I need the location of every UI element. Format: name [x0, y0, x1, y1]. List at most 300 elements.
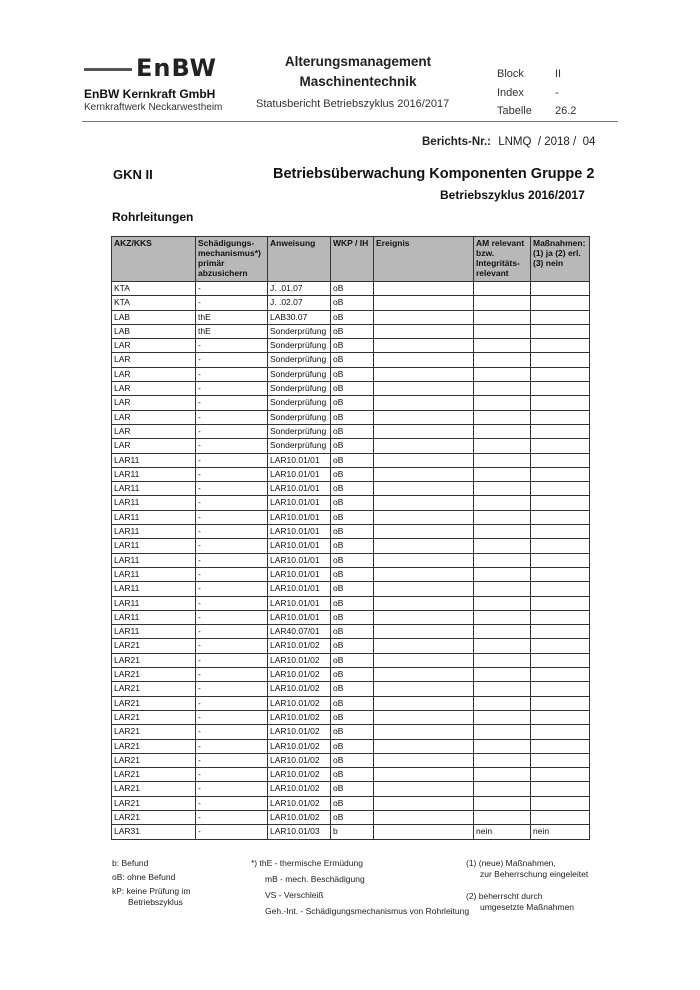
legend-line: mB - mech. Beschädigung	[265, 874, 365, 884]
status-report-label: Statusbericht Betriebszyklus 2016/2017	[256, 98, 450, 110]
table-cell: LAR	[112, 424, 196, 438]
table-cell: thE	[196, 324, 268, 338]
table-row	[112, 353, 590, 367]
table-row	[112, 324, 590, 338]
table-cell: -	[196, 410, 268, 424]
legend-line: kP: keine Prüfung im	[112, 886, 191, 896]
table-cell	[374, 753, 474, 767]
table-cell	[374, 682, 474, 696]
table-cell	[374, 324, 474, 338]
legend-mechanisms	[251, 858, 469, 917]
table-cell: LAR11	[112, 453, 196, 467]
table-cell	[531, 510, 590, 524]
table-row	[112, 610, 590, 624]
table-cell: LAR10.01/02	[268, 768, 331, 782]
table-cell: LAR10.01/02	[268, 739, 331, 753]
unit-title: GKN II	[113, 167, 153, 182]
meta-table-key: Tabelle	[497, 105, 532, 117]
table-row	[112, 653, 590, 667]
table-row	[112, 467, 590, 481]
table-cell: oB	[331, 282, 374, 296]
report-number-label: Berichts-Nr.:	[422, 136, 492, 148]
table-cell: b	[331, 825, 374, 839]
table-cell: -	[196, 682, 268, 696]
table-cell	[474, 496, 531, 510]
table-cell: -	[196, 825, 268, 839]
header-divider	[82, 121, 618, 122]
meta-index-value: -	[555, 87, 559, 99]
section-title: Rohrleitungen	[112, 210, 194, 224]
table-cell: LAR21	[112, 753, 196, 767]
legend-line: umgesetzte Maßnahmen	[480, 902, 575, 912]
table-cell: -	[196, 453, 268, 467]
table-row	[112, 768, 590, 782]
table-cell: -	[196, 710, 268, 724]
table-cell	[531, 467, 590, 481]
table-row	[112, 539, 590, 553]
table-cell	[374, 796, 474, 810]
table-cell: LAR11	[112, 625, 196, 639]
table-cell	[531, 367, 590, 381]
table-cell	[374, 696, 474, 710]
table-cell	[474, 424, 531, 438]
table-cell: oB	[331, 553, 374, 567]
table-cell: oB	[331, 710, 374, 724]
table-row	[112, 339, 590, 353]
table-cell: oB	[331, 739, 374, 753]
table-row	[112, 696, 590, 710]
table-cell: oB	[331, 539, 374, 553]
table-cell: LAR	[112, 339, 196, 353]
table-cell	[531, 496, 590, 510]
table-cell: Sonderprüfung	[268, 353, 331, 367]
table-cell: oB	[331, 496, 374, 510]
table-cell: -	[196, 382, 268, 396]
table-cell: KTA	[112, 296, 196, 310]
table-cell	[531, 410, 590, 424]
table-row	[112, 482, 590, 496]
table-cell: oB	[331, 310, 374, 324]
table-cell	[531, 339, 590, 353]
table-cell: LAB	[112, 324, 196, 338]
table-cell	[531, 710, 590, 724]
table-row	[112, 382, 590, 396]
table-cell: LAR21	[112, 739, 196, 753]
table-cell	[374, 510, 474, 524]
table-row	[112, 625, 590, 639]
table-cell: -	[196, 467, 268, 481]
table-cell	[531, 324, 590, 338]
table-cell	[374, 810, 474, 824]
table-cell: oB	[331, 796, 374, 810]
table-cell: nein	[531, 825, 590, 839]
table-cell	[374, 668, 474, 682]
table-cell: LAR40.07/01	[268, 625, 331, 639]
table-cell	[531, 453, 590, 467]
column-header: Maßnahmen: (1) ja (2) erl. (3) nein	[531, 237, 590, 282]
table-cell: LAR11	[112, 496, 196, 510]
table-cell: LAR10.01/01	[268, 525, 331, 539]
table-cell: LAR10.01/01	[268, 453, 331, 467]
table-cell	[374, 482, 474, 496]
meta-block-value: II	[555, 68, 562, 80]
table-cell: oB	[331, 367, 374, 381]
table-cell	[531, 539, 590, 553]
table-cell	[531, 310, 590, 324]
inspection-table	[111, 236, 590, 840]
table-cell	[474, 596, 531, 610]
table-cell	[474, 410, 531, 424]
table-row	[112, 725, 590, 739]
table-row	[112, 310, 590, 324]
table-cell: oB	[331, 696, 374, 710]
table-cell: LAR10.01/02	[268, 710, 331, 724]
table-cell	[474, 696, 531, 710]
table-cell	[374, 282, 474, 296]
table-row	[112, 739, 590, 753]
column-header: WKP / IH	[331, 237, 374, 282]
table-cell: oB	[331, 382, 374, 396]
table-cell	[531, 782, 590, 796]
table-cell	[474, 725, 531, 739]
table-cell: oB	[331, 296, 374, 310]
table-cell: -	[196, 725, 268, 739]
table-cell: Sonderprüfung	[268, 396, 331, 410]
table-cell	[374, 553, 474, 567]
table-row	[112, 782, 590, 796]
page-title: Betriebsüberwachung Komponenten Gruppe 2	[273, 166, 595, 182]
table-row	[112, 796, 590, 810]
table-row	[112, 682, 590, 696]
table-cell: -	[196, 639, 268, 653]
table-cell	[474, 639, 531, 653]
table-cell	[474, 396, 531, 410]
table-cell: LAR10.01/02	[268, 782, 331, 796]
table-cell	[531, 610, 590, 624]
table-cell: Sonderprüfung	[268, 424, 331, 438]
table-row	[112, 753, 590, 767]
table-cell	[531, 353, 590, 367]
table-cell: -	[196, 296, 268, 310]
table-cell	[531, 753, 590, 767]
table-cell: oB	[331, 525, 374, 539]
table-cell: KTA	[112, 282, 196, 296]
table-cell: LAR10.01/01	[268, 596, 331, 610]
document-title-line1: Alterungsmanagement	[284, 54, 432, 69]
table-row	[112, 367, 590, 381]
legend-line: b: Befund	[112, 858, 149, 868]
table-cell	[531, 653, 590, 667]
table-cell: -	[196, 510, 268, 524]
table-cell: -	[196, 768, 268, 782]
table-cell	[374, 653, 474, 667]
meta-index-key: Index	[497, 87, 524, 99]
table-row	[112, 282, 590, 296]
table-cell: J. .01.07	[268, 282, 331, 296]
table-cell: -	[196, 353, 268, 367]
table-cell	[474, 625, 531, 639]
table-cell: -	[196, 282, 268, 296]
table-cell: LAR10.01/01	[268, 482, 331, 496]
table-cell	[531, 396, 590, 410]
table-cell: LAR10.01/01	[268, 553, 331, 567]
table-cell	[374, 739, 474, 753]
table-cell: LAR21	[112, 639, 196, 653]
legend-line: oB: ohne Befund	[112, 872, 176, 882]
table-header-row	[112, 237, 590, 282]
table-cell: LAR21	[112, 710, 196, 724]
table-cell	[374, 825, 474, 839]
document-title	[246, 52, 470, 92]
legend-line: (2) beherrscht durch	[466, 891, 543, 901]
table-cell	[374, 539, 474, 553]
table-cell	[474, 324, 531, 338]
table-cell: oB	[331, 596, 374, 610]
table-cell: LAR21	[112, 810, 196, 824]
table-cell: LAR11	[112, 553, 196, 567]
table-cell: LAR	[112, 367, 196, 381]
table-row	[112, 582, 590, 596]
document-title-line2: Maschinentechnik	[299, 74, 417, 89]
table-cell: LAR10.01/02	[268, 696, 331, 710]
table-cell: -	[196, 810, 268, 824]
table-cell	[474, 367, 531, 381]
table-cell	[374, 567, 474, 581]
table-cell	[531, 810, 590, 824]
table-cell	[374, 625, 474, 639]
table-cell	[374, 496, 474, 510]
table-cell: LAR10.01/01	[268, 510, 331, 524]
table-cell	[531, 668, 590, 682]
table-cell	[374, 382, 474, 396]
table-cell	[374, 353, 474, 367]
table-cell: oB	[331, 753, 374, 767]
table-cell	[474, 553, 531, 567]
table-cell	[474, 539, 531, 553]
table-cell	[531, 439, 590, 453]
table-cell: LAR10.01/03	[268, 825, 331, 839]
table-cell: oB	[331, 439, 374, 453]
legend-line: Betriebszyklus	[128, 897, 183, 907]
column-header: Schädigungs-mechanismus*) primär abzusichern	[196, 237, 268, 282]
table-row	[112, 424, 590, 438]
table-cell	[531, 596, 590, 610]
table-cell	[374, 582, 474, 596]
table-cell	[474, 710, 531, 724]
table-cell: -	[196, 424, 268, 438]
table-cell	[374, 410, 474, 424]
table-row	[112, 439, 590, 453]
table-cell	[474, 796, 531, 810]
table-cell	[474, 567, 531, 581]
table-cell: -	[196, 668, 268, 682]
table-cell	[474, 739, 531, 753]
table-cell: LAR21	[112, 682, 196, 696]
table-cell: -	[196, 596, 268, 610]
table-cell: -	[196, 496, 268, 510]
table-cell: oB	[331, 396, 374, 410]
table-cell	[531, 553, 590, 567]
table-cell: -	[196, 582, 268, 596]
page-subtitle: Betriebszyklus 2016/2017	[440, 188, 585, 202]
table-cell: -	[196, 625, 268, 639]
table-cell: oB	[331, 653, 374, 667]
legend-line: VS - Verschleiß	[265, 890, 324, 900]
table-cell: LAR21	[112, 768, 196, 782]
table-cell	[374, 310, 474, 324]
table-cell	[474, 582, 531, 596]
legend-line: zur Beherrschung eingeleitet	[480, 869, 589, 879]
table-cell	[374, 596, 474, 610]
table-cell: LAR21	[112, 725, 196, 739]
column-header: AM relevant bzw. Integritäts-relevant	[474, 237, 531, 282]
table-cell: LAR10.01/01	[268, 467, 331, 481]
company-name: EnBW Kernkraft GmbH	[84, 87, 216, 101]
table-row	[112, 510, 590, 524]
table-cell: -	[196, 482, 268, 496]
table-cell	[531, 639, 590, 653]
table-cell: -	[196, 653, 268, 667]
table-cell: LAR10.01/01	[268, 496, 331, 510]
table-cell: LAR11	[112, 567, 196, 581]
table-cell: -	[196, 796, 268, 810]
table-cell	[531, 768, 590, 782]
table-cell: oB	[331, 782, 374, 796]
legend-line: *) thE - thermische Ermüdung	[251, 858, 363, 868]
table-cell: -	[196, 396, 268, 410]
table-cell	[531, 282, 590, 296]
table-cell: LAR11	[112, 596, 196, 610]
table-cell	[374, 610, 474, 624]
table-cell: Sonderprüfung	[268, 367, 331, 381]
table-cell: oB	[331, 625, 374, 639]
table-cell: LAR10.01/02	[268, 810, 331, 824]
table-cell	[474, 353, 531, 367]
table-cell: LAR	[112, 439, 196, 453]
table-cell: Sonderprüfung	[268, 410, 331, 424]
table-cell	[474, 768, 531, 782]
table-cell: -	[196, 782, 268, 796]
table-cell: LAR10.01/01	[268, 582, 331, 596]
table-cell: LAR10.01/02	[268, 753, 331, 767]
table-cell	[474, 510, 531, 524]
table-row	[112, 496, 590, 510]
table-cell	[474, 453, 531, 467]
table-cell: LAR11	[112, 482, 196, 496]
table-cell: LAR10.01/01	[268, 567, 331, 581]
table-cell: LAR31	[112, 825, 196, 839]
table-cell	[374, 725, 474, 739]
table-cell: oB	[331, 610, 374, 624]
table-row	[112, 639, 590, 653]
table-cell	[474, 810, 531, 824]
table-cell	[531, 696, 590, 710]
table-cell	[474, 382, 531, 396]
table-row	[112, 710, 590, 724]
table-row	[112, 810, 590, 824]
table-cell	[474, 439, 531, 453]
table-cell	[374, 467, 474, 481]
table-cell: LAB30.07	[268, 310, 331, 324]
table-cell	[474, 296, 531, 310]
table-cell: oB	[331, 725, 374, 739]
table-cell	[374, 339, 474, 353]
table-row	[112, 668, 590, 682]
table-cell: oB	[331, 510, 374, 524]
table-cell: LAR	[112, 353, 196, 367]
table-cell: -	[196, 610, 268, 624]
table-cell	[531, 796, 590, 810]
table-cell: oB	[331, 453, 374, 467]
table-cell	[474, 782, 531, 796]
table-cell	[474, 467, 531, 481]
table-cell: LAR10.01/02	[268, 796, 331, 810]
table-cell: LAR11	[112, 510, 196, 524]
table-cell: oB	[331, 682, 374, 696]
table-cell: LAR10.01/02	[268, 725, 331, 739]
table-cell: Sonderprüfung	[268, 324, 331, 338]
table-cell: LAR10.01/01	[268, 610, 331, 624]
table-cell	[474, 753, 531, 767]
table-cell: oB	[331, 410, 374, 424]
table-body	[112, 282, 590, 840]
table-cell	[374, 439, 474, 453]
legend-findings	[112, 858, 190, 908]
report-number	[422, 136, 595, 148]
table-cell: LAR11	[112, 525, 196, 539]
table-cell: -	[196, 753, 268, 767]
table-cell: -	[196, 739, 268, 753]
table-cell	[374, 782, 474, 796]
table-cell	[474, 668, 531, 682]
table-cell	[374, 525, 474, 539]
table-cell: oB	[331, 768, 374, 782]
table-cell	[474, 682, 531, 696]
table-cell: -	[196, 339, 268, 353]
table-cell: LAR10.01/02	[268, 682, 331, 696]
table-cell	[531, 296, 590, 310]
table-row	[112, 567, 590, 581]
table-cell: LAR11	[112, 467, 196, 481]
table-cell: thE	[196, 310, 268, 324]
table-cell	[474, 653, 531, 667]
plant-name: Kernkraftwerk Neckarwestheim	[84, 102, 223, 113]
table-cell: oB	[331, 482, 374, 496]
table-cell: LAR10.01/02	[268, 653, 331, 667]
table-cell	[531, 682, 590, 696]
table-cell: oB	[331, 339, 374, 353]
table-cell: oB	[331, 582, 374, 596]
table-cell	[374, 367, 474, 381]
table-cell: J. .02.07	[268, 296, 331, 310]
table-cell	[374, 296, 474, 310]
table-cell: LAR10.01/01	[268, 539, 331, 553]
table-cell: oB	[331, 567, 374, 581]
logo-line	[84, 68, 132, 71]
legend-line: Geh.-Int. - Schädigungsmechanismus von Rohrleitung	[265, 906, 470, 916]
column-header: AKZ/KKS	[112, 237, 196, 282]
report-number-value: LNMQ / 2018 / 04	[498, 136, 596, 148]
table-row	[112, 596, 590, 610]
table-cell	[531, 382, 590, 396]
table-cell	[374, 639, 474, 653]
table-row	[112, 410, 590, 424]
meta-table-value: 26.2	[555, 105, 577, 117]
table-cell: LAR21	[112, 696, 196, 710]
table-cell: -	[196, 567, 268, 581]
company-logo: EnBW	[136, 54, 217, 82]
table-cell: oB	[331, 353, 374, 367]
